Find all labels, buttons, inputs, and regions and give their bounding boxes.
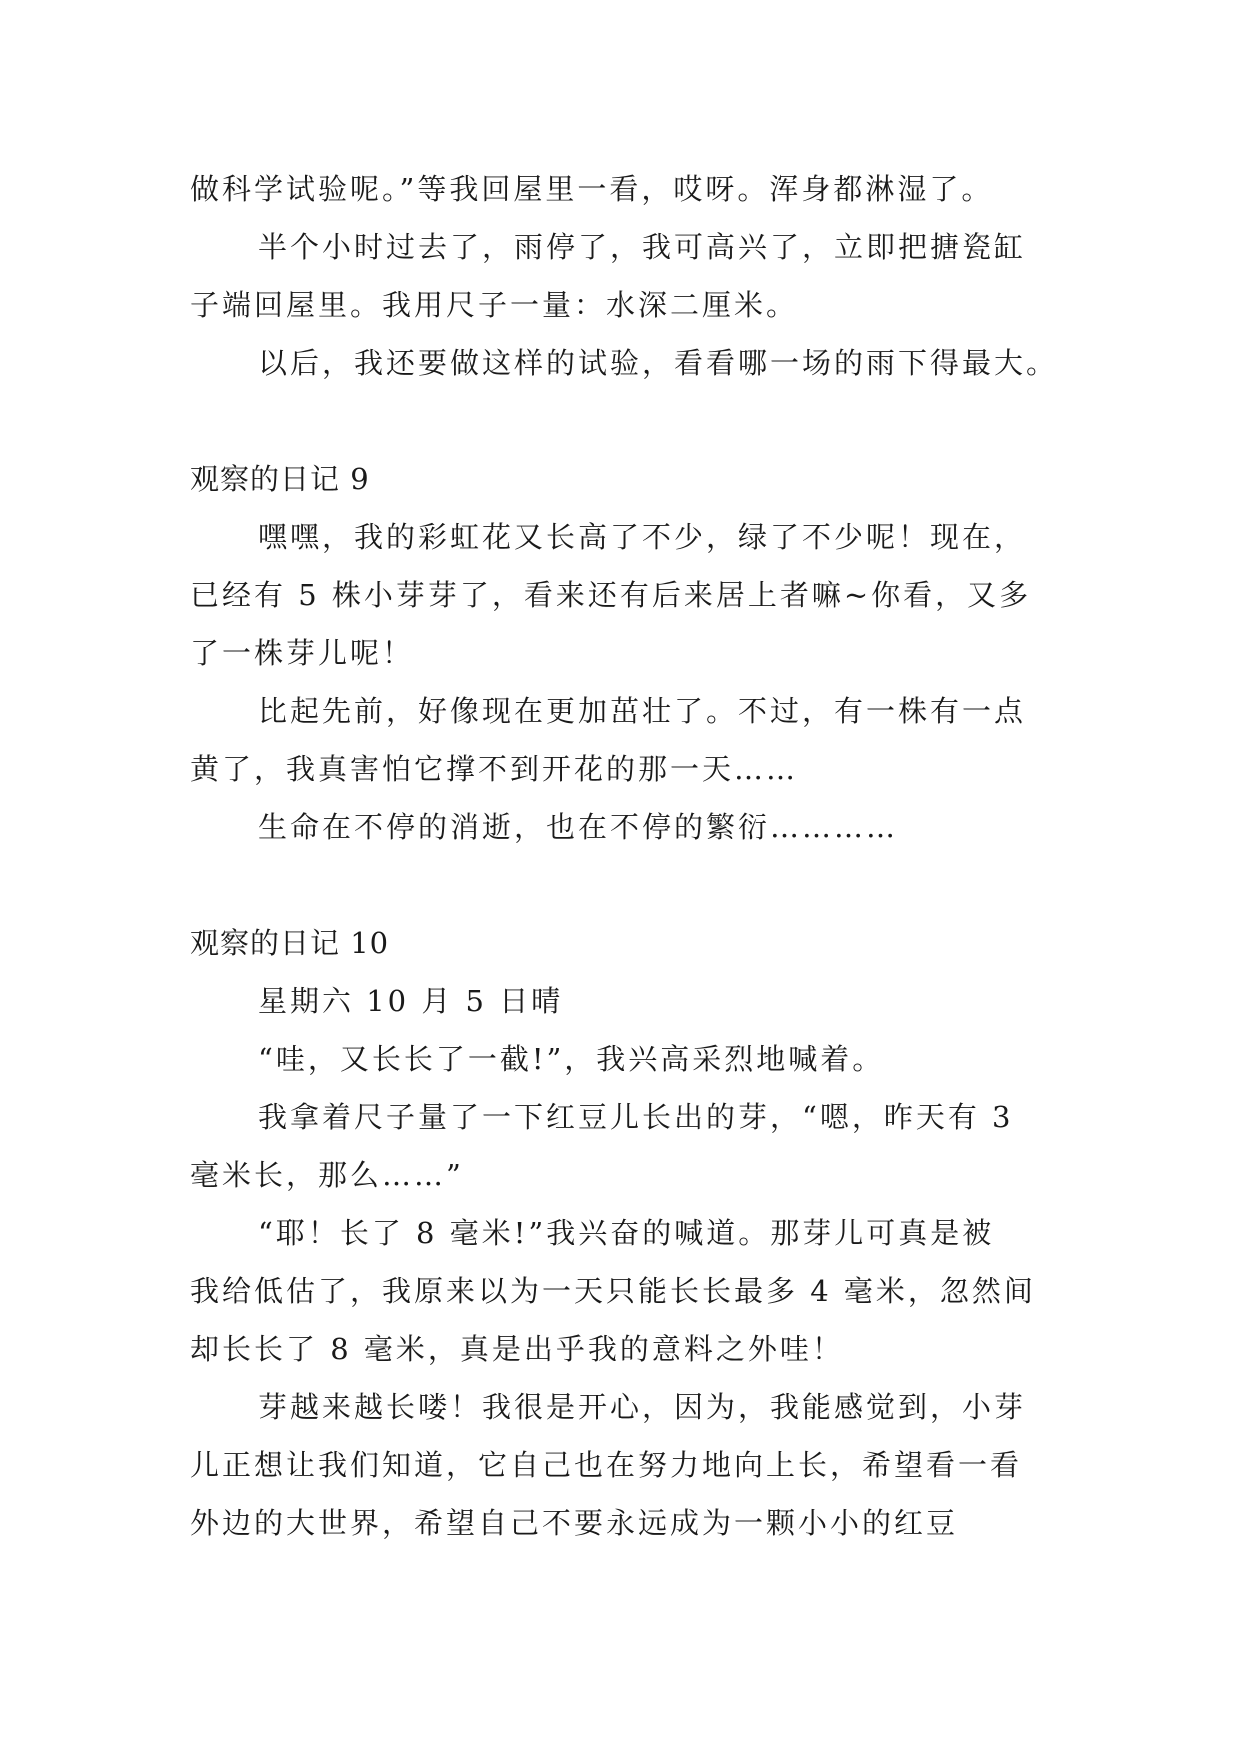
paragraph (190, 1030, 1062, 1088)
paragraph-line: 我拿着尺子量了一下红豆儿长出的芽，“嗯，昨天有 3 (258, 1100, 1014, 1134)
paragraph-line: 外边的大世界，希望自己不要永远成为一颗小小的红豆 (190, 1506, 959, 1540)
paragraph (190, 334, 1062, 392)
paragraph-line: 儿正想让我们知道，它自己也在努力地向上长，希望看一看 (190, 1448, 1023, 1482)
paragraph-line: 星期六 10 月 5 日晴 (258, 984, 564, 1018)
paragraph (190, 1378, 1062, 1552)
paragraph-line: “哇，又长长了一截!”，我兴高采烈地喊着。 (258, 1042, 885, 1076)
paragraph (190, 508, 1062, 682)
paragraph (190, 1088, 1062, 1204)
paragraph-line: 做科学试验呢。”等我回屋里一看，哎呀。浑身都淋湿了。 (190, 172, 994, 206)
section-spacer (190, 856, 1062, 914)
paragraph (190, 972, 1062, 1030)
document-page (190, 160, 1062, 1552)
paragraph-line: 芽越来越长喽！我很是开心，因为，我能感觉到，小芽 (258, 1390, 1027, 1424)
paragraph-line: 我给低估了，我原来以为一天只能长长最多 4 毫米，忽然间 (190, 1274, 1036, 1308)
paragraph (190, 160, 1062, 218)
paragraph-line: 以后，我还要做这样的试验，看看哪一场的雨下得最大。 (258, 346, 1059, 380)
paragraph-line: 已经有 5 株小芽芽了，看来还有后来居上者嘛~你看，又多 (190, 578, 1032, 612)
paragraph-line: 生命在不停的消逝，也在不停的繁衍………… (258, 810, 899, 844)
paragraph-line: 却长长了 8 毫米，真是出乎我的意料之外哇！ (190, 1332, 844, 1366)
paragraph-line: 嘿嘿，我的彩虹花又长高了不少，绿了不少呢！现在， (258, 520, 1027, 554)
paragraph-line: 毫米长，那么……” (190, 1158, 464, 1192)
section-heading: 观察的日记 10 (190, 926, 390, 960)
section-spacer (190, 392, 1062, 450)
section-heading: 观察的日记 9 (190, 462, 370, 496)
paragraph-line: 比起先前，好像现在更加茁壮了。不过，有一株有一点 (258, 694, 1027, 728)
paragraph (190, 682, 1062, 798)
paragraph (190, 218, 1062, 334)
paragraph-line: 黄了，我真害怕它撑不到开花的那一天…… (190, 752, 799, 786)
paragraph (190, 798, 1062, 856)
paragraph (190, 1204, 1062, 1378)
paragraph-line: 子端回屋里。我用尺子一量：水深二厘米。 (190, 288, 799, 322)
paragraph-line: “耶！长了 8 毫米!”我兴奋的喊道。那芽儿可真是被 (258, 1216, 995, 1250)
paragraph-line: 了一株芽儿呢！ (190, 636, 415, 670)
paragraph-line: 半个小时过去了，雨停了，我可高兴了，立即把搪瓷缸 (258, 230, 1027, 264)
